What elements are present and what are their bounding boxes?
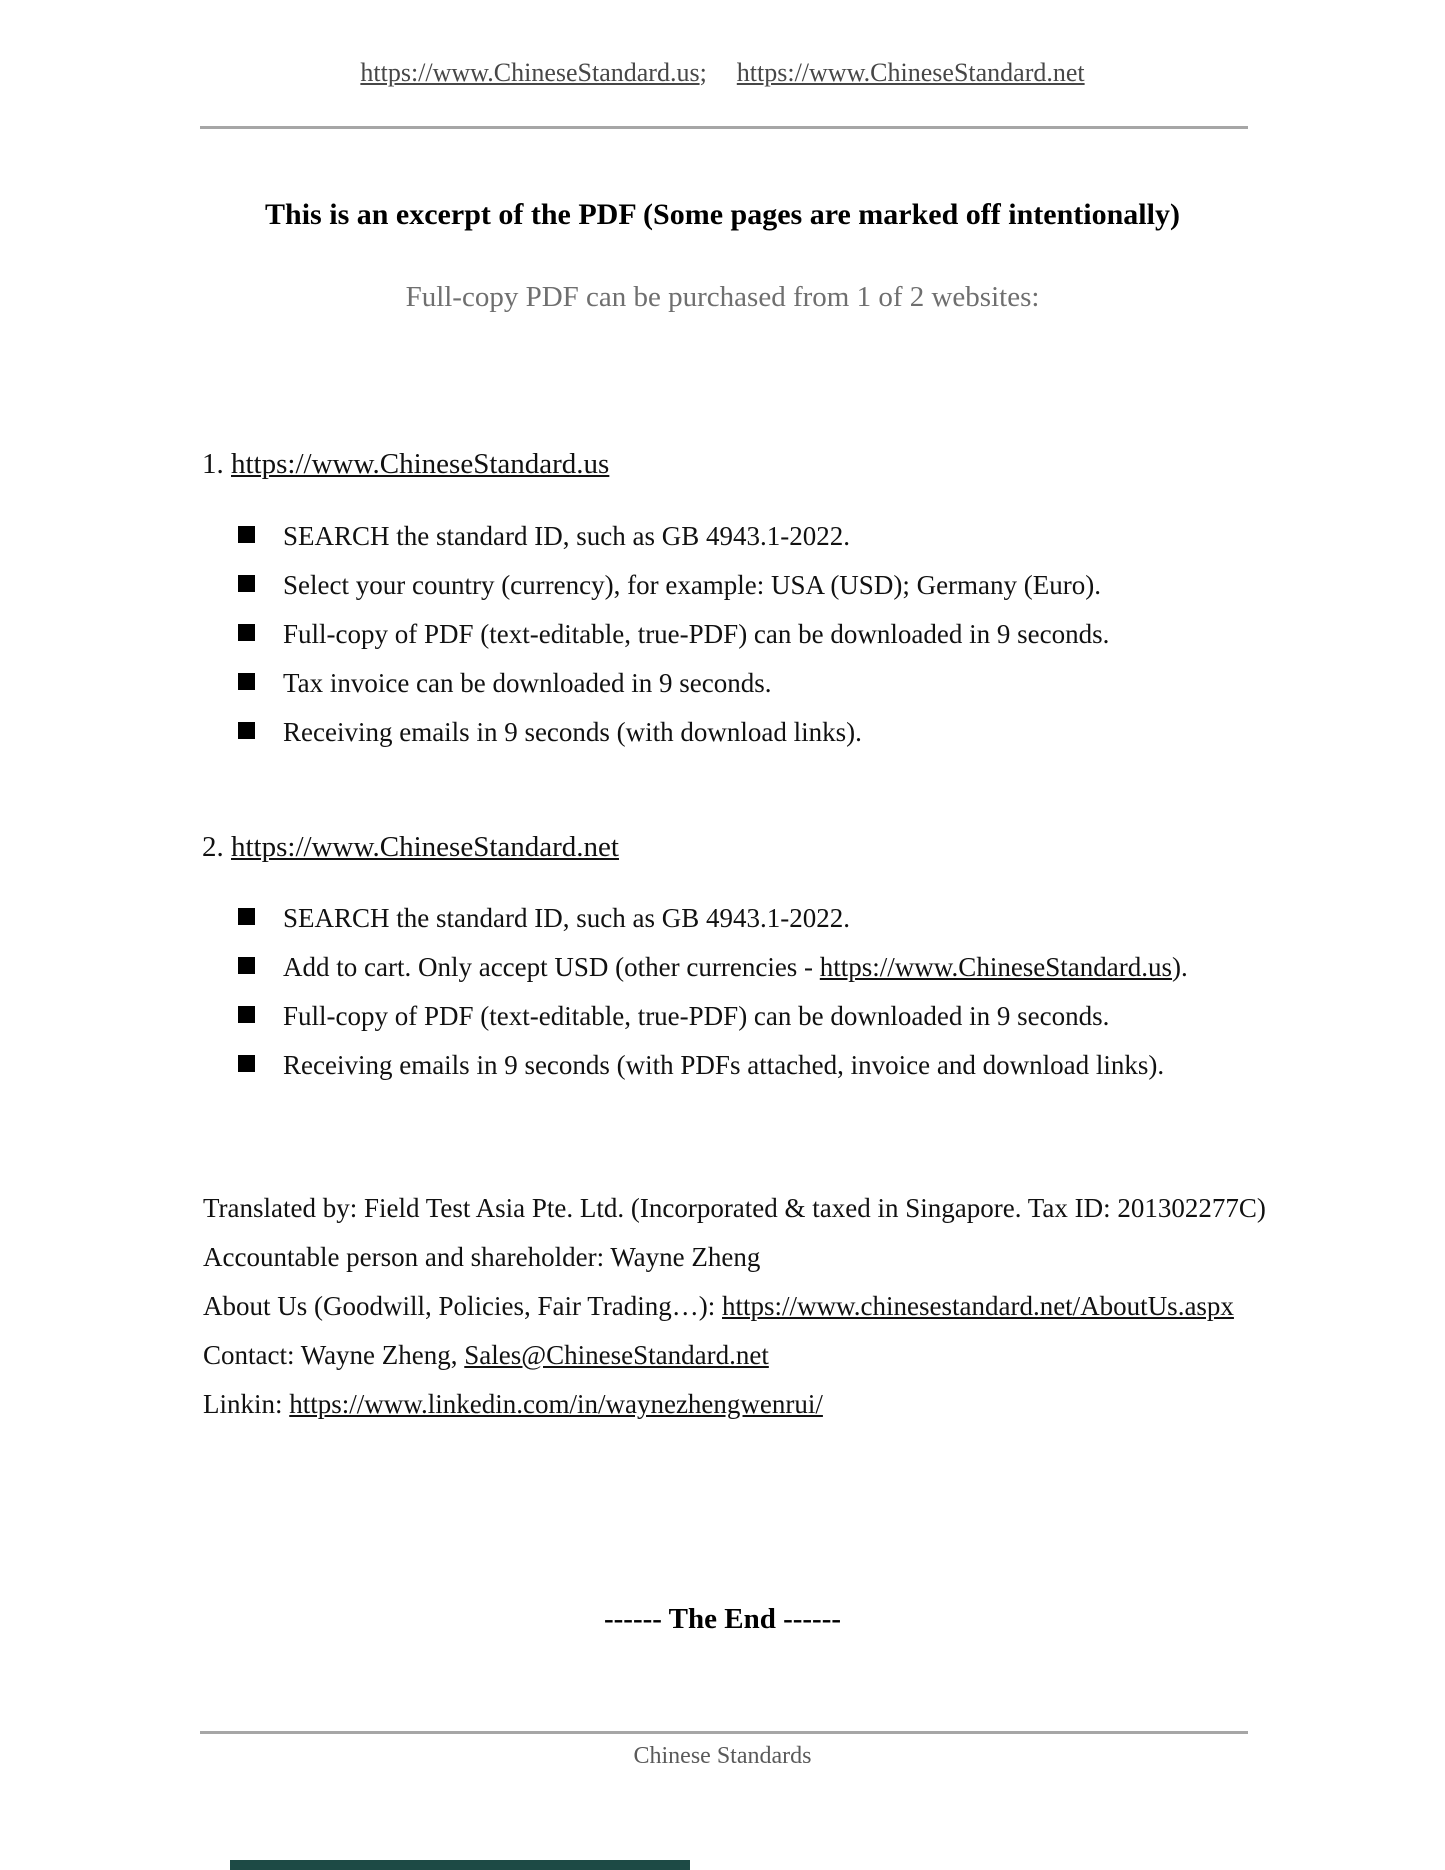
header-separator: ;: [699, 58, 707, 87]
list-item: [238, 903, 1248, 934]
page-title: This is an excerpt of the PDF (Some pages are marked off intentionally): [265, 198, 1180, 231]
list-item: [238, 570, 1248, 601]
bullet-text: Tax invoice can be downloaded in 9 seconds.: [283, 668, 772, 698]
bullet-square-icon: [238, 575, 255, 592]
footer-label: Chinese Standards: [633, 1743, 812, 1769]
contact-label: Contact: Wayne Zheng,: [203, 1340, 465, 1370]
bullet-text: Receiving emails in 9 seconds (with PDFs attached, invoice and download links).: [283, 1050, 1165, 1080]
list-item: [238, 1050, 1248, 1081]
bullet-text: Full-copy of PDF (text-editable, true-PDF) can be downloaded in 9 seconds.: [283, 1001, 1110, 1031]
bullet-square-icon: [238, 908, 255, 925]
bullet-square-icon: [238, 526, 255, 543]
list-item: [238, 521, 1248, 552]
bullet-square-icon: [238, 722, 255, 739]
bullet-square-icon: [238, 673, 255, 690]
list-item: [238, 1001, 1248, 1032]
header-link-chinesestandard-us[interactable]: https://www.ChineseStandard.us: [360, 58, 700, 87]
bullet-text-suffix: ).: [1172, 952, 1188, 982]
bullet-square-icon: [238, 624, 255, 641]
section-2-heading: [202, 831, 619, 864]
section-1-link[interactable]: https://www.ChineseStandard.us: [231, 448, 610, 480]
bullet-text: Add to cart. Only accept USD (other currencies -: [283, 952, 820, 982]
linkedin-line: [203, 1389, 1263, 1420]
bullet-text: SEARCH the standard ID, such as GB 4943.1-2022.: [283, 903, 850, 933]
bullet-square-icon: [238, 957, 255, 974]
contact-email-link[interactable]: Sales@ChineseStandard.net: [464, 1340, 769, 1370]
list-item: [238, 952, 1248, 983]
bullet-text: Select your country (currency), for example: USA (USD); Germany (Euro).: [283, 570, 1101, 600]
bottom-edge-bar: [230, 1860, 690, 1870]
list-item: [238, 619, 1248, 650]
about-us-link[interactable]: https://www.chinesestandard.net/AboutUs.aspx: [722, 1291, 1234, 1321]
section-2-number: 2.: [202, 831, 224, 863]
top-divider: [200, 126, 1248, 129]
bullet-square-icon: [238, 1006, 255, 1023]
contact-line: [203, 1340, 1263, 1371]
section-1-heading: [202, 448, 609, 481]
about-us-line: [203, 1291, 1263, 1322]
about-translated-by: Translated by: Field Test Asia Pte. Ltd. (Incorporated & taxed in Singapore. Tax ID: 201302277C): [203, 1193, 1266, 1223]
bottom-divider: [200, 1731, 1248, 1734]
section-2-link[interactable]: https://www.ChineseStandard.net: [231, 831, 619, 863]
linkedin-link[interactable]: https://www.linkedin.com/in/waynezhengwenrui/: [289, 1389, 823, 1419]
list-item: [238, 668, 1248, 699]
section-1-number: 1.: [202, 448, 224, 480]
bullet-text: Full-copy of PDF (text-editable, true-PDF) can be downloaded in 9 seconds.: [283, 619, 1110, 649]
header: [0, 58, 1445, 88]
page-subtitle: Full-copy PDF can be purchased from 1 of 2 websites:: [405, 281, 1040, 313]
header-link-chinesestandard-net[interactable]: https://www.ChineseStandard.net: [736, 58, 1085, 87]
about-us-label: About Us (Goodwill, Policies, Fair Trading…):: [203, 1291, 723, 1321]
the-end-marker: ------ The End ------: [603, 1603, 842, 1635]
inline-link-chinesestandard-us[interactable]: https://www.ChineseStandard.us: [819, 952, 1173, 982]
bullet-square-icon: [238, 1055, 255, 1072]
list-item: [238, 717, 1248, 748]
linkedin-label: Linkin:: [203, 1389, 290, 1419]
bullet-text: SEARCH the standard ID, such as GB 4943.1-2022.: [283, 521, 850, 551]
about-accountable-person: Accountable person and shareholder: Wayne Zheng: [203, 1242, 761, 1272]
bullet-text: Receiving emails in 9 seconds (with download links).: [283, 717, 862, 747]
